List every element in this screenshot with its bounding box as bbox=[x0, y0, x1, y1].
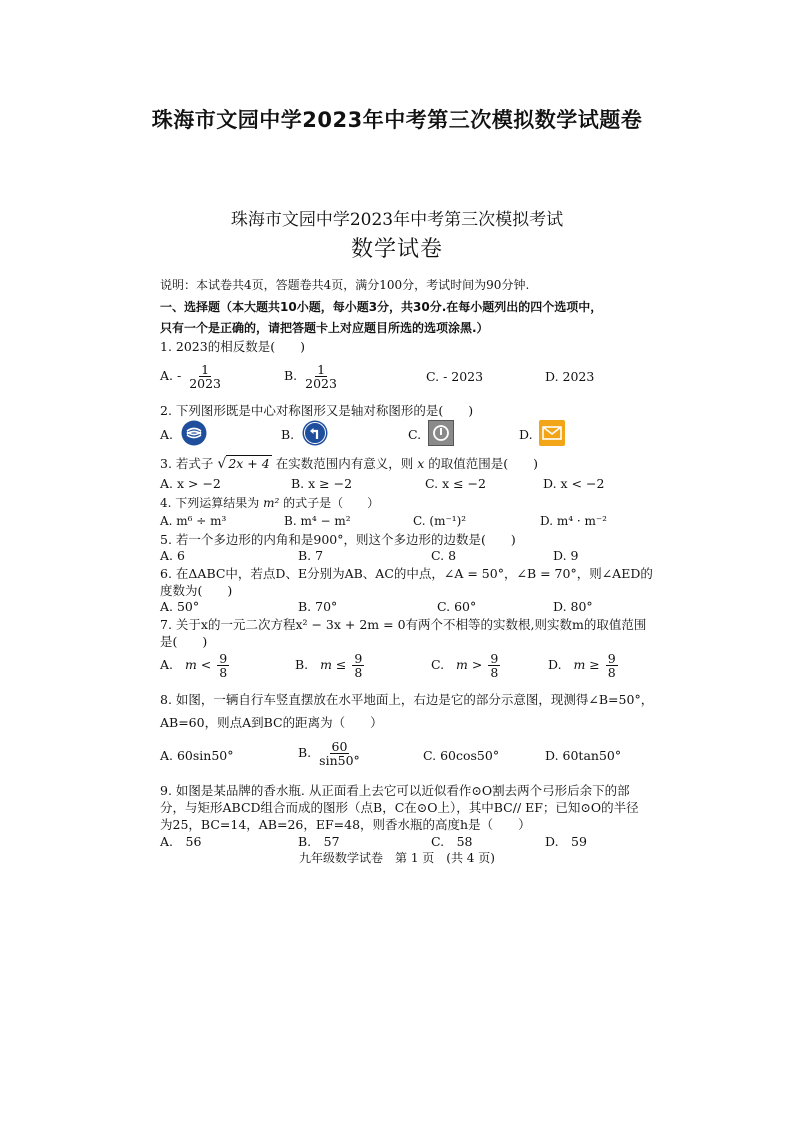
q3-stem-post: 在实数范围内有意义，则 bbox=[275, 456, 414, 471]
q3-radicand: 2x + 4 bbox=[228, 456, 270, 471]
q3-var: x bbox=[417, 456, 425, 471]
q8-b-numerator: 60 bbox=[331, 739, 348, 754]
q7-option-a bbox=[160, 652, 231, 679]
q3-stem bbox=[160, 454, 538, 472]
q5-option-b: B. 7 bbox=[298, 548, 324, 563]
section-heading-line1: 一、选择题（本大题共10小题，每小题3分，共30分.在每小题列出的四个选项中， bbox=[160, 300, 603, 314]
q1-b-label: B. bbox=[284, 368, 298, 384]
q9-option-b: B. 57 bbox=[298, 834, 340, 849]
q3-option-c: C. x ≤ −2 bbox=[425, 476, 486, 491]
q1-b-numerator: 1 bbox=[317, 362, 326, 377]
q9-stem-line3: 为25，BC=14，AB=26，EF=48，则香水瓶的高度h是（ ） bbox=[160, 817, 531, 832]
q5-option-c: C. 8 bbox=[431, 548, 457, 563]
q4-option-a: A. m⁶ ÷ m³ bbox=[160, 514, 227, 528]
q7-b-denominator: 8 bbox=[354, 665, 363, 681]
q9-option-d: D. 59 bbox=[545, 834, 587, 849]
q2-stem: 2. 下列图形既是中心对称图形又是轴对称图形的是( ) bbox=[160, 403, 474, 418]
q7-b-fraction bbox=[352, 652, 364, 679]
q4-expr: m² bbox=[263, 496, 280, 510]
sqrt-sign: √ bbox=[217, 456, 227, 472]
q7-c-relation: m > bbox=[456, 657, 483, 673]
q7-b-relation: m ≤ bbox=[320, 657, 347, 673]
q7-option-b bbox=[295, 652, 366, 679]
q7-option-c bbox=[431, 652, 502, 679]
page-footer: 九年级数学试卷 第 1 页 (共 4 页) bbox=[299, 851, 495, 865]
q1-a-fraction bbox=[187, 363, 223, 390]
q4-option-c: C. (m⁻¹)² bbox=[413, 514, 467, 528]
q8-b-label: B. bbox=[298, 745, 312, 761]
q1-a-denominator: 2023 bbox=[189, 376, 221, 392]
q1-option-d: D. 2023 bbox=[545, 369, 595, 384]
q1-stem: 1. 2023的相反数是( ) bbox=[160, 339, 305, 354]
paper-title: 数学试卷 bbox=[350, 237, 443, 262]
q3-radical bbox=[217, 456, 271, 472]
q1-b-fraction bbox=[303, 363, 339, 390]
q4-stem-post: 的式子是（ ） bbox=[283, 496, 380, 510]
q6-option-a: A. 50° bbox=[160, 599, 200, 614]
q7-b-label: B. bbox=[295, 657, 309, 673]
q9-option-c: C. 58 bbox=[431, 834, 473, 849]
q7-d-label: D. bbox=[548, 657, 562, 673]
q7-c-label: C. bbox=[431, 657, 445, 673]
q1-option-c: C. - 2023 bbox=[426, 369, 484, 384]
q9-stem-line2: 分，与矩形ABCD组合而成的图形（点B，C在⊙O上），其中BC// EF；已知⊙O的半径 bbox=[160, 800, 639, 815]
q7-a-numerator: 9 bbox=[219, 651, 228, 666]
q9-stem-line1: 9. 如图是某品牌的香水瓶. 从正面看上去它可以近似看作⊙O割去两个弓形后余下的部 bbox=[160, 783, 630, 798]
q6-stem-line2: 度数为( ) bbox=[160, 583, 233, 598]
q5-option-d: D. 9 bbox=[553, 548, 579, 563]
q3-option-d: D. x < −2 bbox=[543, 476, 605, 491]
q7-c-numerator: 9 bbox=[490, 651, 499, 666]
q4-option-d: D. m⁴ · m⁻² bbox=[540, 514, 607, 528]
q2-option-b: B. bbox=[281, 427, 295, 442]
q7-d-relation: m ≥ bbox=[573, 657, 600, 673]
q6-option-d: D. 80° bbox=[553, 599, 593, 614]
power-button-icon bbox=[428, 420, 454, 446]
q4-option-b: B. m⁴ − m² bbox=[284, 514, 351, 528]
q7-a-denominator: 8 bbox=[219, 665, 228, 681]
q3-option-b: B. x ≥ −2 bbox=[291, 476, 353, 491]
q4-stem-pre: 4. 下列运算结果为 bbox=[160, 496, 260, 510]
q7-stem-line2: 是( ) bbox=[160, 634, 208, 649]
q3-option-a: A. x > −2 bbox=[160, 476, 221, 491]
q6-option-c: C. 60° bbox=[437, 599, 477, 614]
q5-stem: 5. 若一个多边形的内角和是900°，则这个多边形的边数是( ) bbox=[160, 532, 516, 547]
q7-d-numerator: 9 bbox=[607, 651, 616, 666]
q7-a-relation: m < bbox=[184, 657, 212, 673]
q8-stem-line1: 8. 如图，一辆自行车竖直摆放在水平地面上，右边是它的部分示意图，现测得∠B=50°， bbox=[160, 692, 654, 707]
q7-c-denominator: 8 bbox=[490, 665, 499, 681]
q7-option-d bbox=[548, 652, 620, 679]
q5-option-a: A. 6 bbox=[160, 548, 185, 563]
q8-stem-line2: AB=60，则点A到BC的距离为（ ） bbox=[160, 715, 383, 730]
q8-option-a: A. 60sin50° bbox=[160, 748, 234, 763]
turn-sign-icon bbox=[302, 420, 328, 446]
section-heading-line2: 只有一个是正确的，请把答题卡上对应题目所选的选项涂黑.） bbox=[160, 321, 489, 335]
q1-option-a bbox=[160, 363, 225, 390]
q8-b-denominator: sin50° bbox=[319, 753, 360, 769]
q8-option-d: D. 60tan50° bbox=[545, 748, 622, 763]
q7-b-numerator: 9 bbox=[354, 651, 363, 666]
q3-stem-end: 的取值范围是( ) bbox=[428, 456, 538, 471]
instructions: 说明：本试卷共4页，答题卷共4页，满分100分，考试时间为90分钟. bbox=[160, 278, 530, 292]
q7-a-label: A. bbox=[160, 657, 174, 673]
q8-b-fraction bbox=[317, 740, 362, 767]
q2-option-d: D. bbox=[519, 427, 533, 442]
mail-envelope-icon bbox=[539, 420, 565, 446]
exam-subtitle: 珠海市文园中学2023年中考第三次模拟考试 bbox=[230, 210, 564, 230]
q1-b-denominator: 2023 bbox=[305, 376, 337, 392]
q9-option-a: A. 56 bbox=[160, 834, 202, 849]
q6-option-b: B. 70° bbox=[298, 599, 338, 614]
q1-a-numerator: 1 bbox=[201, 362, 210, 377]
document-title: 珠海市文园中学2023年中考第三次模拟数学试题卷 bbox=[151, 108, 643, 132]
q7-a-fraction bbox=[217, 652, 229, 679]
q7-d-fraction bbox=[606, 652, 618, 679]
q7-c-fraction bbox=[488, 652, 500, 679]
q1-a-label: A. - bbox=[160, 368, 182, 384]
q2-option-c: C. bbox=[408, 427, 422, 442]
q3-stem-pre: 3. 若式子 bbox=[160, 456, 214, 471]
q8-option-b bbox=[298, 740, 364, 767]
q6-stem-line1: 6. 在ΔABC中，若点D、E分别为AB、AC的中点，∠A = 50°，∠B = 70°，则∠AED的 bbox=[160, 566, 653, 581]
china-mobile-logo-icon bbox=[181, 420, 207, 446]
q1-option-b bbox=[284, 363, 341, 390]
q4-stem bbox=[160, 494, 379, 511]
q7-stem-line1: 7. 关于x的一元二次方程x² − 3x + 2m = 0有两个不相等的实数根,则实数m的取值范围 bbox=[160, 617, 647, 632]
q2-option-a: A. bbox=[160, 427, 174, 442]
q8-option-c: C. 60cos50° bbox=[423, 748, 500, 763]
q7-d-denominator: 8 bbox=[607, 665, 616, 681]
